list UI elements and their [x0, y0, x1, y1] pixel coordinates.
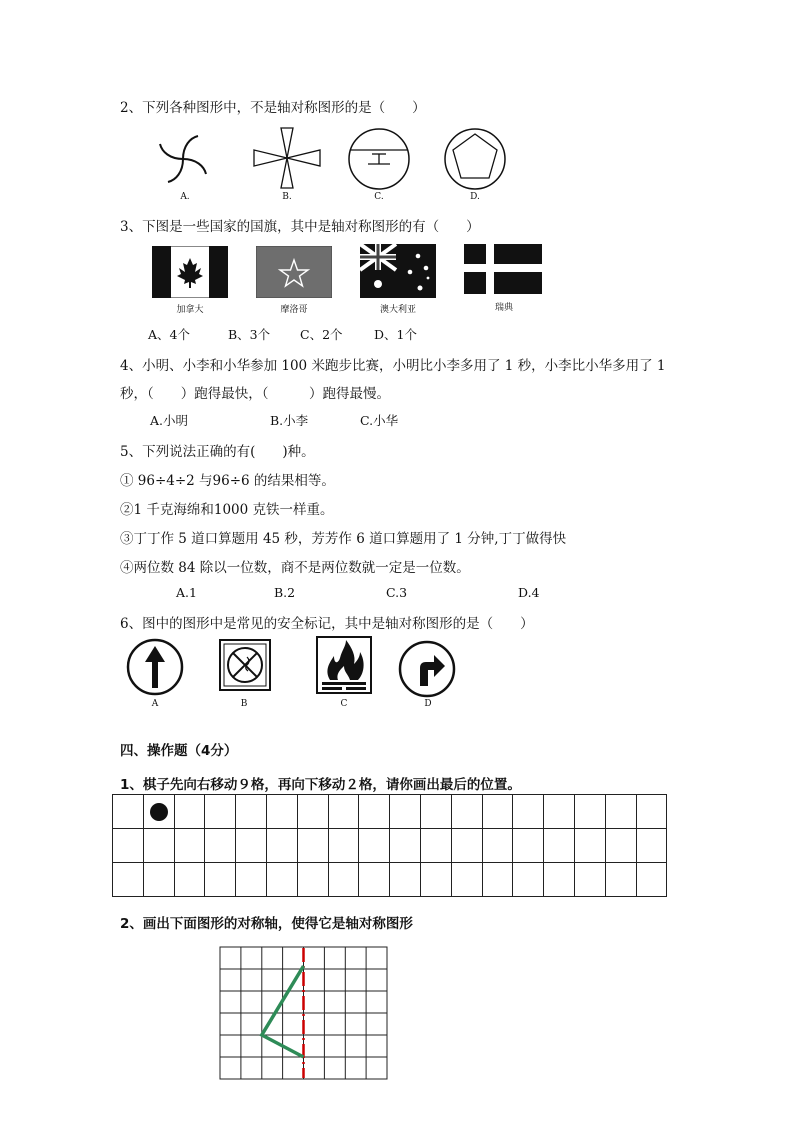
q6-text: 6、图中的图形中是常见的安全标记，其中是轴对称图形的是（ ） — [120, 616, 534, 632]
circle-symbol-figure — [346, 126, 412, 192]
board-cell[interactable] — [574, 863, 605, 897]
q2-option-c: C. — [374, 192, 384, 202]
board-cell[interactable] — [420, 795, 451, 829]
board-cell[interactable] — [420, 829, 451, 863]
board-cell[interactable] — [359, 863, 390, 897]
board-cell[interactable] — [390, 829, 421, 863]
board-cell[interactable] — [297, 795, 328, 829]
flag-label-morocco: 摩洛哥 — [280, 305, 308, 315]
q3-choice-c: C、2个 — [300, 327, 343, 342]
board-cell[interactable] — [574, 795, 605, 829]
board-cell[interactable] — [451, 863, 482, 897]
board-cell[interactable] — [113, 829, 144, 863]
board-cell[interactable] — [544, 863, 575, 897]
board-cell[interactable] — [236, 795, 267, 829]
q4-line2: 秒，（ ）跑得最快，（ ）跑得最慢。 — [120, 386, 390, 402]
board-cell[interactable] — [420, 863, 451, 897]
cross-figure — [252, 126, 322, 190]
q5-text: 5、下列说法正确的有( )种。 — [120, 444, 315, 460]
q5-item-4: ④两位数 84 除以一位数，商不是两位数就一定是一位数。 — [120, 560, 470, 576]
board-cell[interactable] — [390, 795, 421, 829]
board-cell[interactable] — [513, 863, 544, 897]
flammable-sign-icon — [316, 636, 372, 694]
q4-choice-a: A.小明 — [150, 413, 189, 428]
australia-flag — [360, 244, 436, 298]
board-cell[interactable] — [328, 795, 359, 829]
q6-option-a: A — [151, 699, 159, 709]
board-cell[interactable] — [636, 795, 667, 829]
board-cell[interactable] — [113, 795, 144, 829]
canada-flag — [152, 246, 228, 298]
board-cell[interactable] — [143, 829, 174, 863]
board-cell[interactable] — [451, 795, 482, 829]
board-cell[interactable] — [297, 863, 328, 897]
board-cell[interactable] — [605, 863, 636, 897]
q2-text: 2、下列各种图形中，不是轴对称图形的是（ ） — [120, 100, 426, 116]
q2-option-a: A. — [180, 192, 190, 202]
q4-choice-b: B.小李 — [270, 413, 309, 428]
board-cell[interactable] — [143, 795, 174, 829]
board-cell[interactable] — [174, 829, 205, 863]
board-cell[interactable] — [174, 795, 205, 829]
q5-choice-d: D.4 — [518, 585, 540, 600]
board-cell[interactable] — [266, 795, 297, 829]
right-turn-sign-icon — [398, 640, 456, 698]
flag-label-canada: 加拿大 — [176, 305, 204, 315]
board-cell[interactable] — [390, 863, 421, 897]
q5-item-2: ②1 千克海绵和1000 克铁一样重。 — [120, 502, 334, 518]
section4-title: 四、操作题（4分） — [120, 743, 238, 759]
board-cell[interactable] — [544, 795, 575, 829]
q3-text: 3、下图是一些国家的国旗，其中是轴对称图形的有（ ） — [120, 219, 480, 235]
q3-choice-a: A、4个 — [148, 327, 190, 342]
flag-label-australia: 澳大利亚 — [379, 305, 416, 315]
q5-item-1: ① 96÷4÷2 与96÷6 的结果相等。 — [120, 473, 335, 489]
board-cell[interactable] — [451, 829, 482, 863]
board-cell[interactable] — [328, 829, 359, 863]
board-cell[interactable] — [205, 795, 236, 829]
board-cell[interactable] — [482, 829, 513, 863]
up-arrow-sign-icon — [126, 638, 184, 696]
board-cell[interactable] — [205, 829, 236, 863]
q5-choice-a: A.1 — [176, 585, 197, 600]
board-cell[interactable] — [205, 863, 236, 897]
board-cell[interactable] — [513, 795, 544, 829]
q5-item-3: ③丁丁作 5 道口算题用 45 秒，芳芳作 6 道口算题用了 1 分钟,丁丁做得快 — [120, 531, 567, 547]
morocco-flag — [256, 246, 332, 298]
board-cell[interactable] — [266, 829, 297, 863]
q6-option-d: D — [424, 699, 432, 709]
board-cell[interactable] — [574, 829, 605, 863]
board-cell[interactable] — [636, 863, 667, 897]
board-cell[interactable] — [482, 863, 513, 897]
q3-choice-d: D、1个 — [374, 327, 417, 342]
board-cell[interactable] — [236, 829, 267, 863]
flag-label-sweden: 瑞典 — [494, 303, 513, 313]
board-cell[interactable] — [513, 829, 544, 863]
symmetry-grid-figure — [219, 946, 389, 1082]
board-cell[interactable] — [359, 795, 390, 829]
sweden-flag — [464, 244, 542, 296]
q2-option-d: D. — [470, 192, 480, 202]
board-cell[interactable] — [482, 795, 513, 829]
board-cell[interactable] — [636, 829, 667, 863]
board-cell[interactable] — [605, 795, 636, 829]
board-cell[interactable] — [266, 863, 297, 897]
pentagon-in-circle-figure — [442, 126, 508, 192]
q2-option-b: B. — [282, 192, 292, 202]
q6-option-b: B — [240, 699, 248, 709]
board-cell[interactable] — [544, 829, 575, 863]
pinwheel-figure — [150, 128, 216, 190]
board-cell[interactable] — [605, 829, 636, 863]
no-smoking-sign-icon — [219, 639, 271, 691]
q4-choice-c: C.小华 — [360, 413, 399, 428]
board-cell[interactable] — [236, 863, 267, 897]
board-cell[interactable] — [113, 863, 144, 897]
chess-board-grid — [112, 794, 667, 897]
q4-line1: 4、小明、小李和小华参加 100 米跑步比赛，小明比小李多用了 1 秒，小李比小华多用了 1 — [120, 358, 666, 374]
q3-choice-b: B、3个 — [228, 327, 271, 342]
q6-option-c: C — [340, 699, 348, 709]
q5-choice-c: C.3 — [386, 585, 408, 600]
board-cell[interactable] — [174, 863, 205, 897]
task2-text: 2、画出下面图形的对称轴，使得它是轴对称图形 — [120, 916, 413, 932]
board-cell[interactable] — [328, 863, 359, 897]
chess-piece[interactable] — [150, 803, 168, 821]
board-cell[interactable] — [359, 829, 390, 863]
board-cell[interactable] — [143, 863, 174, 897]
board-cell[interactable] — [297, 829, 328, 863]
task1-text: 1、棋子先向右移动９格，再向下移动２格，请你画出最后的位置。 — [120, 777, 521, 793]
q5-choice-b: B.2 — [274, 585, 296, 600]
